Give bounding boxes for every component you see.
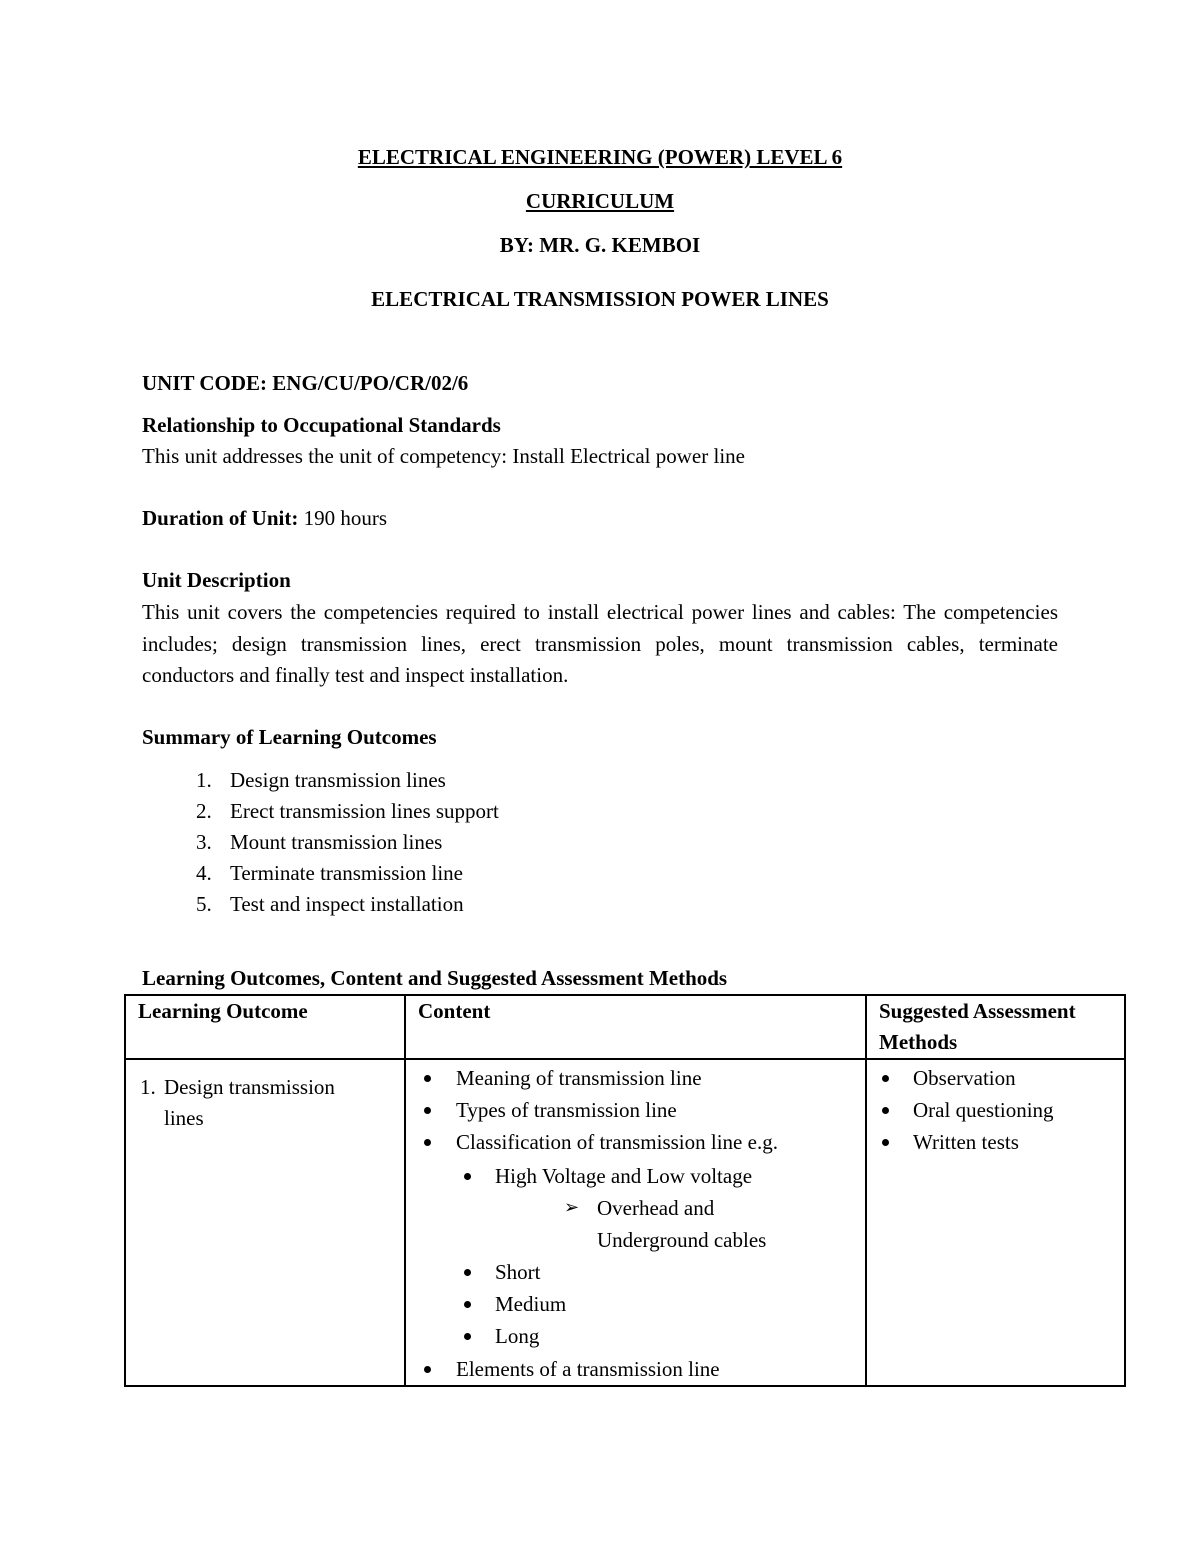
bullet-icon [882, 1107, 889, 1114]
bullet-icon [882, 1075, 889, 1082]
arrow-bullet-icon: ➢ [564, 1196, 580, 1218]
bullet-icon [424, 1107, 431, 1114]
list-item: Classification of transmission line e.g. [406, 1126, 865, 1158]
bullet-icon [424, 1075, 431, 1082]
bullet-icon [464, 1173, 471, 1180]
table-row [125, 1059, 1125, 1386]
list-item: ➢ Overhead and [406, 1192, 865, 1224]
list-item: Underground cables [597, 1227, 767, 1252]
list-item: Elements of a transmission line [406, 1353, 865, 1385]
list-item: 2. Erect transmission lines support [196, 799, 499, 823]
assessment-cell [866, 1059, 1125, 1386]
duration-value: 190 hours [298, 506, 388, 530]
table-heading: Learning Outcomes, Content and Suggested Assessment Methods [142, 966, 728, 990]
subject-line: ELECTRICAL TRANSMISSION POWER LINES [371, 287, 829, 311]
duration-label: Duration of Unit: [142, 506, 299, 530]
summary-list [142, 765, 499, 920]
header-assessment: Suggested Assessment Methods [866, 995, 1125, 1059]
title-line-2: CURRICULUM [525, 189, 675, 213]
list-item: Oral questioning [867, 1094, 1124, 1126]
assessment-list [867, 1062, 1124, 1159]
relationship-heading: Relationship to Occupational Standards [142, 413, 501, 437]
list-item: Short [406, 1256, 865, 1288]
bullet-icon [464, 1269, 471, 1276]
list-item: 3. Mount transmission lines [196, 830, 443, 854]
summary-heading: Summary of Learning Outcomes [142, 725, 437, 749]
list-item: Medium [406, 1288, 865, 1320]
list-item: High Voltage and Low voltage [406, 1159, 865, 1192]
duration-line [142, 505, 387, 531]
list-item: 1. Design transmission lines [196, 768, 446, 792]
bullet-icon [464, 1333, 471, 1340]
bullet-icon [464, 1301, 471, 1308]
bullet-icon [882, 1139, 889, 1146]
list-item: 4. Terminate transmission line [196, 861, 463, 885]
outcome-cell [125, 1059, 405, 1386]
description-heading: Unit Description [142, 568, 291, 592]
list-item: Written tests [867, 1126, 1124, 1158]
content-list [406, 1062, 865, 1385]
outcomes-table [124, 994, 1126, 1387]
title-line-1: ELECTRICAL ENGINEERING (POWER) LEVEL 6 [357, 145, 843, 169]
list-item: Observation [867, 1062, 1124, 1094]
description-text: This unit covers the competencies required to install electrical power lines and cables: The competencies includes; design transmission lines, erect transmission poles, mount transmission cables, terminate conductors and finally test and inspect installation. [142, 600, 1058, 687]
document-title [0, 144, 1200, 170]
bullet-icon [424, 1366, 431, 1373]
header-learning-outcome: Learning Outcome [125, 995, 405, 1059]
table-header-row [125, 995, 1125, 1059]
header-content: Content [405, 995, 866, 1059]
list-item: Long [406, 1320, 865, 1352]
list-item: 5. Test and inspect installation [196, 892, 464, 916]
list-item: Meaning of transmission line [406, 1062, 865, 1094]
document-subtitle [0, 188, 1200, 214]
author-line: BY: MR. G. KEMBOI [499, 233, 701, 257]
list-item: Types of transmission line [406, 1094, 865, 1126]
content-cell [405, 1059, 866, 1386]
relationship-text: This unit addresses the unit of competency: Install Electrical power line [142, 444, 745, 468]
outcome-item: 1. Design transmission lines [140, 1075, 335, 1130]
bullet-icon [424, 1139, 431, 1146]
unit-code: UNIT CODE: ENG/CU/PO/CR/02/6 [142, 371, 469, 395]
